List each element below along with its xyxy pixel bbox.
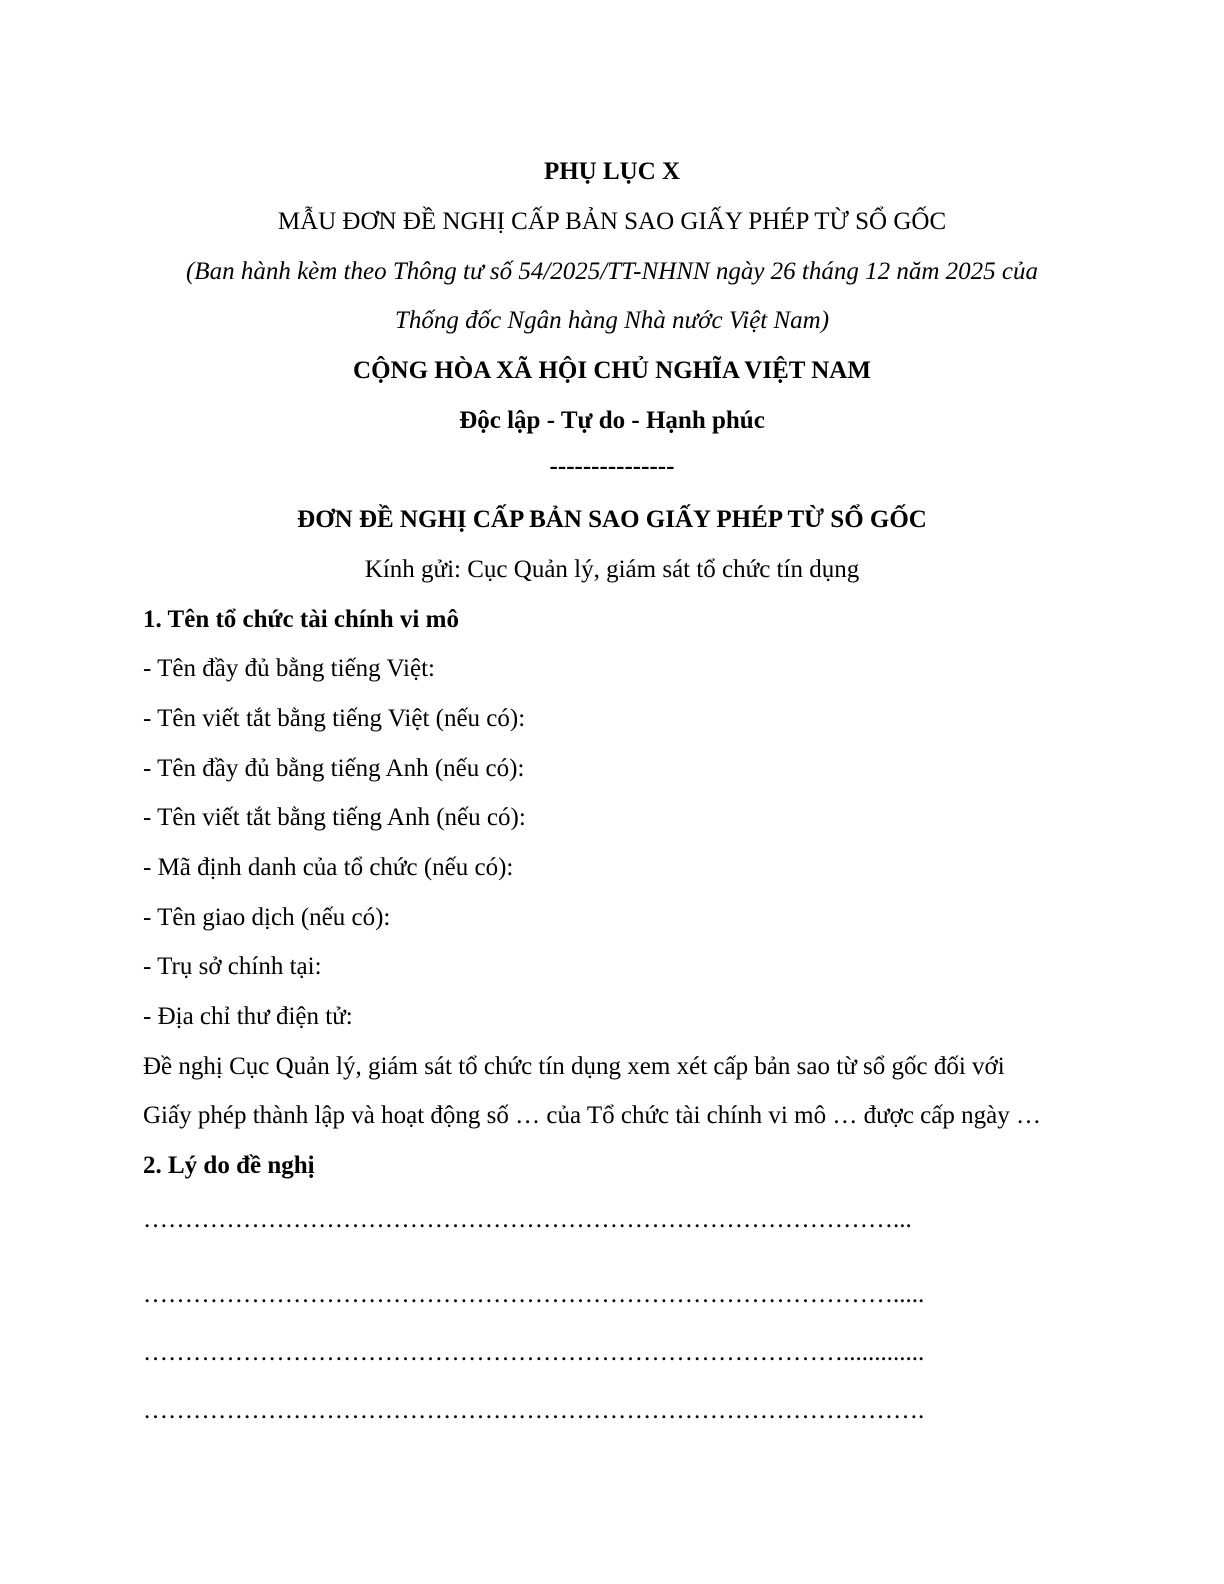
reason-dotted-line: ………………………………………………………………………………... xyxy=(143,1206,912,1233)
country-name: CỘNG HÒA XÃ HỘI CHỦ NGHĨA VIỆT NAM xyxy=(353,357,871,384)
request-line-2: Giấy phép thành lập và hoạt động số … của Tổ chức tài chính vi mô … được cấp ngày … xyxy=(143,1102,1041,1129)
field-trade-name: - Tên giao dịch (nếu có): xyxy=(143,904,391,931)
reason-dotted-line: …………………………………………………………………………............. xyxy=(143,1339,925,1366)
appendix-title: PHỤ LỤC X xyxy=(543,158,681,185)
field-short-name-vi: - Tên viết tắt bằng tiếng Việt (nếu có): xyxy=(143,705,526,732)
field-head-office: - Trụ sở chính tại: xyxy=(143,953,322,980)
reason-dotted-line: …………………………………………………………………………………. xyxy=(143,1397,925,1424)
section-1-heading: 1. Tên tổ chức tài chính vi mô xyxy=(143,606,459,633)
recipient-line: Kính gửi: Cục Quản lý, giám sát tổ chức tín dụng xyxy=(364,556,860,583)
issued-note-line-1: (Ban hành kèm theo Thông tư số 54/2025/TT-NHNN ngày 26 tháng 12 năm 2025 của xyxy=(185,258,1039,285)
reason-dotted-line: ………………………………………………………………………………..... xyxy=(143,1281,925,1308)
issued-note-line-2: Thống đốc Ngân hàng Nhà nước Việt Nam) xyxy=(394,307,830,334)
field-full-name-en: - Tên đầy đủ bằng tiếng Anh (nếu có): xyxy=(143,755,525,782)
field-short-name-en: - Tên viết tắt bằng tiếng Anh (nếu có): xyxy=(143,804,526,831)
application-title: ĐƠN ĐỀ NGHỊ CẤP BẢN SAO GIẤY PHÉP TỪ SỔ GỐC xyxy=(297,506,927,533)
field-org-identifier: - Mã định danh của tổ chức (nếu có): xyxy=(143,854,514,881)
request-line-1: Đề nghị Cục Quản lý, giám sát tổ chức tín dụng xem xét cấp bản sao từ sổ gốc đối với xyxy=(143,1053,1005,1080)
header-separator: --------------- xyxy=(549,453,675,480)
section-2-heading: 2. Lý do đề nghị xyxy=(143,1152,315,1179)
field-full-name-vi: - Tên đầy đủ bằng tiếng Việt: xyxy=(143,655,435,682)
field-email: - Địa chỉ thư điện tử: xyxy=(143,1003,353,1030)
form-title: MẪU ĐƠN ĐỀ NGHỊ CẤP BẢN SAO GIẤY PHÉP TỪ SỔ GỐC xyxy=(277,208,947,235)
national-motto: Độc lập - Tự do - Hạnh phúc xyxy=(459,407,765,434)
